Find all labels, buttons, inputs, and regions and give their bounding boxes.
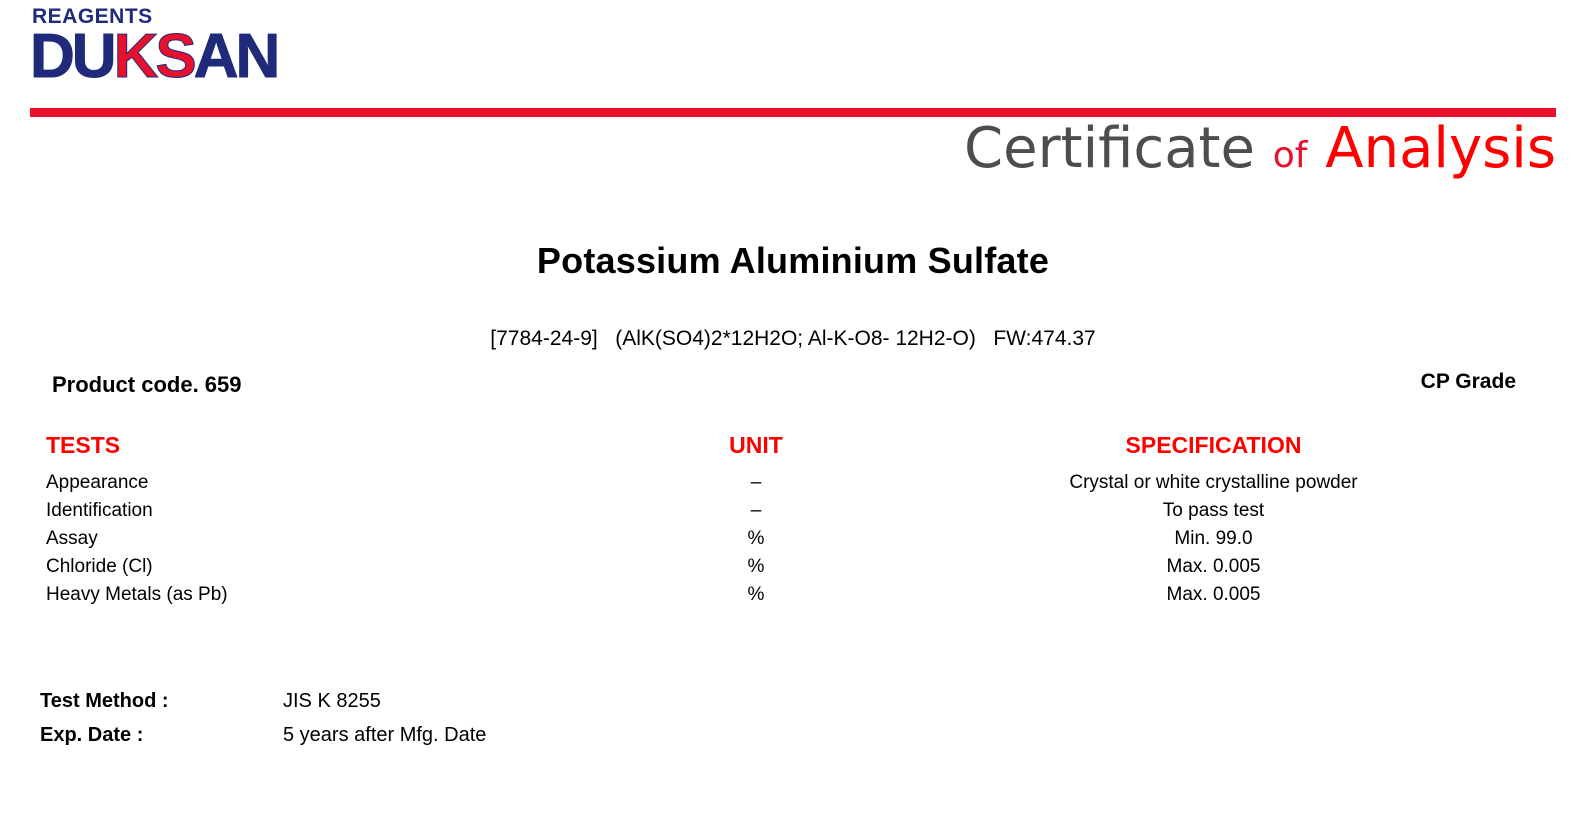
table-row [46,497,1506,525]
coa-word-certificate: Certificate [964,116,1255,181]
note-value: JIS K 8255 [283,690,381,712]
formula-gap-2 [976,327,994,350]
logo-duksan-text [30,22,278,91]
product-name: Potassium Aluminium Sulfate [536,240,1050,281]
column-header-tests: TESTS [46,432,121,458]
product-cas-number: [7784-24-9] [490,327,598,350]
table-row [46,525,1506,553]
coa-word-of: of [1272,135,1308,176]
table-header-row [46,432,1506,469]
cell-unit: – [750,472,762,493]
cell-specification: Max. 0.005 [1166,556,1261,577]
logo-part-accent: KS [113,22,194,91]
cell-test: Assay [46,528,98,549]
product-grade: CP Grade [1420,370,1516,393]
logo-reagents-text: REAGENTS [32,5,153,28]
logo-part-2: AN [193,22,278,91]
product-code: Product code. 659 [52,372,242,397]
logo-part-1: DU [30,22,114,91]
note-test-method [40,690,940,713]
cell-specification: Crystal or white crystalline powder [1069,472,1358,493]
table-row [46,553,1506,581]
cell-test: Appearance [46,472,149,493]
footer-notes [40,690,940,758]
cell-unit: % [747,584,765,605]
cell-test: Identification [46,500,153,521]
formula-gap-1 [598,327,616,350]
cell-unit: % [747,528,765,549]
note-label: Exp. Date : [40,724,144,746]
cell-unit: % [747,556,765,577]
table-row [46,469,1506,497]
column-header-specification: SPECIFICATION [1125,432,1302,458]
cell-specification: To pass test [1162,500,1265,521]
cell-specification: Min. 99.0 [1174,528,1253,549]
note-label: Test Method : [40,690,169,712]
coa-word-analysis: Analysis [1325,116,1556,181]
note-value: 5 years after Mfg. Date [283,724,487,746]
product-formula: (AlK(SO4)2*12H2O; Al-K-O8- 12H2-O) [615,327,976,350]
product-formula-line [0,327,1586,351]
cell-test: Heavy Metals (as Pb) [46,584,228,605]
cell-specification: Max. 0.005 [1166,584,1261,605]
cell-test: Chloride (Cl) [46,556,153,577]
company-logo [30,5,450,91]
note-exp-date [40,724,940,747]
product-formula-weight: FW:474.37 [993,327,1096,350]
table-row [46,581,1506,609]
certificate-of-analysis-title [964,116,1556,181]
cell-unit: – [750,500,762,521]
column-header-unit: UNIT [729,432,783,458]
specification-table [46,432,1506,609]
